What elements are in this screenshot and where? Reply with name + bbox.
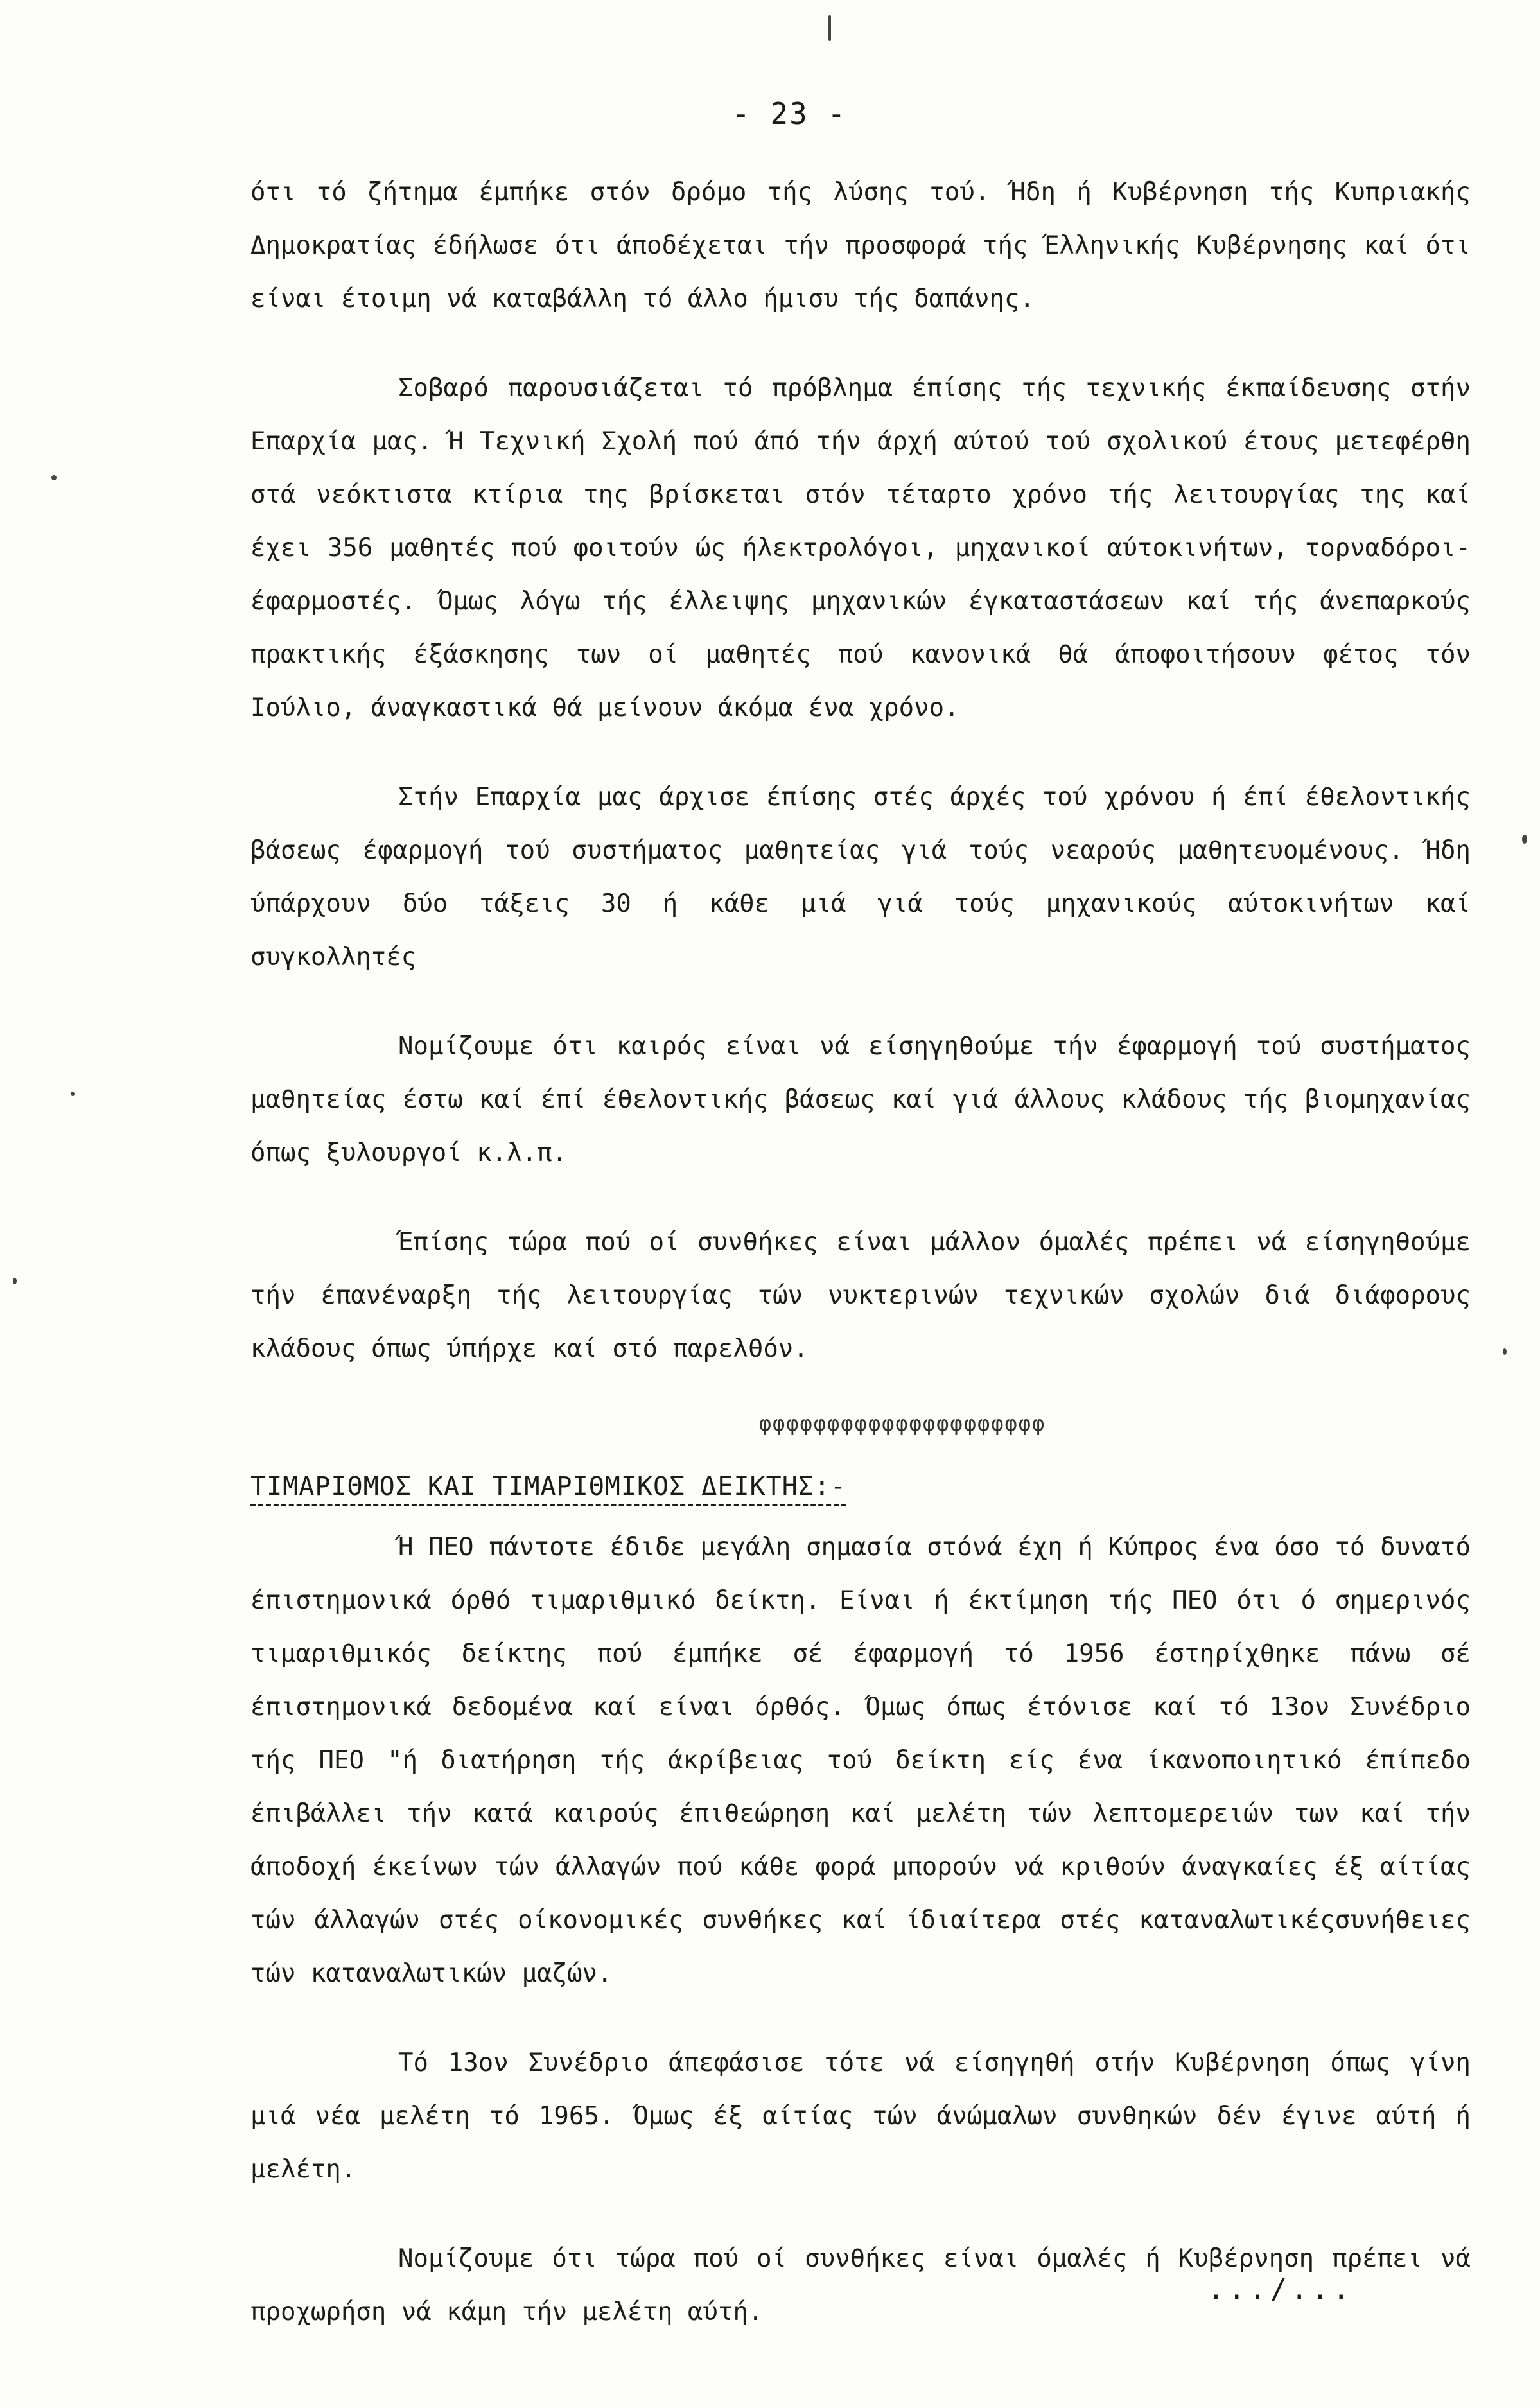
scan-speck bbox=[51, 475, 57, 480]
paragraph-2: Σοβαρό παρουσιάζεται τό πρόβλημα έπίσης τής τεχνικής έκπαίδευσης στήν Επαρχία μας. Ή Τεχνική Σχολή πού άπό τήν άρχή αύτού τού σχολικού έτους μετεφέρθη στά νεόκτιστα κτίρια της βρίσκεται στόν τέταρτο χρόνο τής λειτουργίας της καί έχει 356 μαθητές πού φοιτούν ώς ήλεκτρολόγοι, μηχανικοί αύτοκινήτων, τορναδόροι-έφαρμοστές. Όμως λόγω τής έλλειψης μηχανικών έγκαταστάσεων καί τής άνεπαρκούς πρακτικής έξάσκησης των οί μαθητές πού κανονικά θά άποφοιτήσουν φέτος τόν Ιούλιο, άναγκαστικά θά μείνουν άκόμα ένα χρόνο. bbox=[250, 374, 1471, 722]
paragraph-6: Ή ΠΕΟ πάντοτε έδιδε μεγάλη σημασία στόνά έχη ή Κύπρος ένα όσο τό δυνατό έπιστημονικά όρθό τιμαριθμικό δείκτη. Είναι ή έκτίμηση τής ΠΕΟ ότι ό σημερινός τιμαριθμικός δείκτης πού έμπήκε σέ έφαρμογή τό 1956 έστηρίχθηκε πάνω σέ έπιστημονικά δεδομένα καί είναι όρθός. Όμως όπως έτόνισε καί τό 13ον Συνέδριο τής ΠΕΟ "ή διατήρηση τής άκρίβειας τού δείκτη είς ένα ίκανοποιητικό έπίπεδο έπιβάλλει τήν κατά καιρούς έπιθεώρηση καί μελέτη τών λεπτομερειών των καί τήν άποδοχή έκείνων τών άλλαγών πού κάθε φορά μπορούν νά κριθούν άναγκαίες έξ αίτίας τών άλλαγών στές οίκονομικές συνθήκες καί ίδιαίτερα στές καταναλωτικέςσυνήθειες τών καταναλωτικών μαζών. bbox=[250, 1533, 1471, 1988]
scan-speck bbox=[13, 1278, 17, 1284]
section-heading: ΤΙΜΑΡΙΘΜΟΣ ΚΑΙ ΤΙΜΑΡΙΘΜΙΚΟΣ ΔΕΙΚΤΗΣ:- bbox=[250, 1472, 847, 1501]
paragraph-4: Νομίζουμε ότι καιρός είναι νά είσηγηθούμε τήν έφαρμογή τού συστήματος μαθητείας έστω καί έπί έθελοντικής βάσεως καί γιά άλλους κλάδους τής βιομηχανίας όπως ξυλουργοί κ.λ.π. bbox=[250, 1032, 1471, 1167]
continued-marker: .../... bbox=[1207, 2273, 1354, 2306]
paragraph-5: Έπίσης τώρα πού οί συνθήκες είναι μάλλον όμαλές πρέπει νά είσηγηθούμε τήν έπανέναρξη τής λειτουργίας τών νυκτερινών τεχνικών σχολών διά διάφορους κλάδους όπως ύπήρχε καί στό παρελθόν. bbox=[250, 1228, 1471, 1363]
paragraph-1: ότι τό ζήτημα έμπήκε στόν δρόμο τής λύσης τού. Ήδη ή Κυβέρνηση τής Κυπριακής Δημοκρατίας έδήλωσε ότι άποδέχεται τήν προσφορά τής Έλληνικής Κυβέρνησης καί ότι είναι έτοιμη νά καταβάλλη τό άλλο ήμισυ τής δαπάνης. bbox=[250, 178, 1471, 313]
document-body bbox=[250, 166, 1471, 2375]
paragraph-3: Στήν Επαρχία μας άρχισε έπίσης στές άρχές τού χρόνου ή έπί έθελοντικής βάσεως έφαρμογή τού συστήματος μαθητείας γιά τούς νεαρούς μαθητευομένους. Ήδη ύπάρχουν δύο τάξεις 30 ή κάθε μιά γιά τούς μηχανικούς αύτοκινήτων καί συγκολλητές bbox=[250, 783, 1471, 972]
page-number: - 23 - bbox=[732, 96, 847, 131]
scan-speck bbox=[828, 15, 831, 41]
scan-speck bbox=[1522, 835, 1527, 844]
paragraph-7: Τό 13ον Συνέδριο άπεφάσισε τότε νά είσηγηθή στήν Κυβέρνηση όπως γίνη μιά νέα μελέτη τό 1965. Όμως έξ αίτίας τών άνώμαλων συνθηκών δέν έγινε αύτή ή μελέτη. bbox=[250, 2048, 1471, 2184]
scan-speck bbox=[71, 1092, 75, 1096]
section-separator: φφφφφφφφφφφφφφφφφφφφφ bbox=[758, 1411, 1046, 1436]
scan-speck bbox=[1503, 1348, 1507, 1355]
paragraph-8: Νομίζουμε ότι τώρα πού οί συνθήκες είναι όμαλές ή Κυβέρνηση πρέπει νά προχωρήση νά κάμη τήν μελέτη αύτή. bbox=[250, 2244, 1471, 2326]
